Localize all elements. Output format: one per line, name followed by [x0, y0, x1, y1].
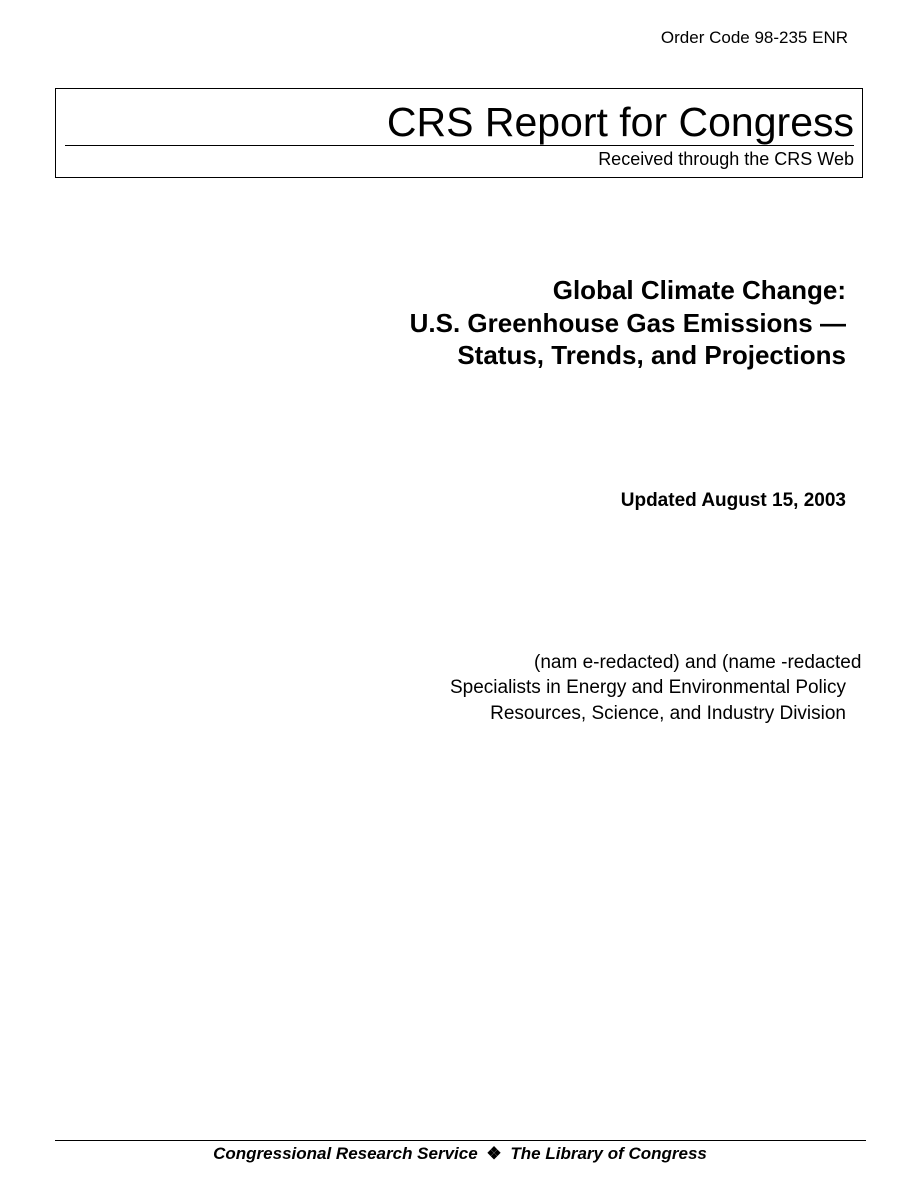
report-title — [410, 274, 846, 372]
authors: (nam e-redacted) and (name -redacted — [534, 652, 862, 673]
affiliation-line: Specialists in Energy and Environmental Policy — [449, 677, 846, 698]
author-affiliation — [450, 675, 846, 726]
affiliation-line: Resources, Science, and Industry Division — [490, 702, 846, 724]
header-divider — [65, 145, 854, 146]
report-title-line: Global Climate Change: — [552, 275, 846, 305]
footer-divider — [55, 1140, 866, 1141]
footer — [0, 1143, 920, 1165]
report-header-box — [55, 88, 863, 178]
report-title-line: U.S. Greenhouse Gas Emissions — — [409, 307, 846, 338]
footer-publisher: Congressional Research Service — [213, 1144, 478, 1163]
updated-date: Updated August 15, 2003 — [620, 490, 846, 511]
diamond-separator-icon: ❖ — [486, 1144, 502, 1163]
footer-library: The Library of Congress — [510, 1144, 707, 1163]
order-code: Order Code 98-235 ENR — [660, 28, 848, 47]
report-series-title: CRS Report for Congress — [386, 99, 854, 145]
report-series-subtitle: Received through the CRS Web — [598, 149, 854, 169]
report-title-line: Status, Trends, and Projections — [457, 340, 846, 370]
